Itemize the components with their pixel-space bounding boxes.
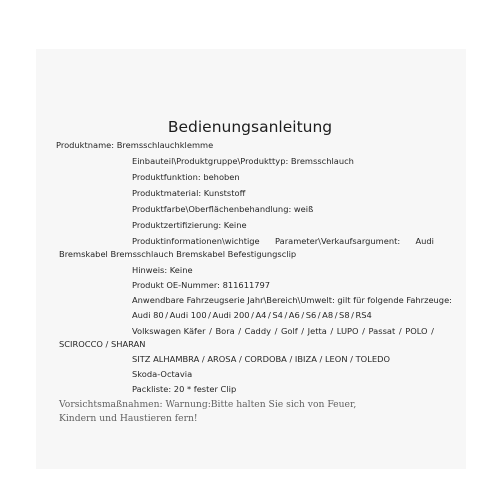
audi-models-line [132,310,372,321]
model-text: / [238,326,242,336]
model-text: POLO [405,326,428,336]
model-text: Caddy [244,326,271,336]
model-text: Passat [368,326,396,336]
applicable-vehicles-line: Anwendbare Fahrzeugserie Jahr\Bereich\Umwelt: gilt für folgende Fahrzeuge: [132,295,452,305]
model-text: / [209,326,212,336]
model-text: / [351,310,354,320]
model-text: / [362,326,365,336]
model-text: Audi 80 [132,310,164,320]
vw-models-line [132,326,434,337]
model-text: A6 [288,310,300,320]
model-text: / [301,326,305,336]
model-text: S4 [272,310,283,320]
document-title: Bedienungsanleitung [167,118,333,136]
oe-number-line: Produkt OE-Nummer: 811611797 [132,280,271,290]
model-text: / [317,310,321,320]
product-color-line: Produktfarbe\Oberflächenbehandlung: weiß [132,204,314,214]
seat-models-line: SITZ ALHAMBRA / AROSA / CORDOBA / IBIZA / LEON / TOLEDO [132,354,390,364]
model-text: / [330,326,334,336]
model-text: / [301,310,305,320]
model-text: / [274,326,278,336]
model-text: Audi 200 [212,310,250,320]
product-function-line: Produktfunktion: behoben [132,172,240,182]
product-info-part: Audi [415,236,434,246]
model-text: / [251,310,254,320]
model-text: Volkswagen Käfer [132,326,206,336]
model-text: Jetta [307,326,327,336]
product-info-part: Produktinformationen\wichtige [132,236,260,246]
model-text: / [334,310,338,320]
product-info-continuation: Bremskabel Bremsschlauch Bremskabel Befestigungsclip [59,249,297,259]
model-text: Audi 100 [169,310,207,320]
product-material-line: Produktmaterial: Kunststoff [132,188,246,198]
model-text: A4 [255,310,267,320]
product-name-line: Produktname: Bremsschlauchklemme [56,140,214,150]
skoda-line: Skoda-Octavia [132,369,193,379]
model-text: RS4 [355,310,372,320]
model-text: / [398,326,402,336]
warning-text: Vorsichtsmaßnahmen: Warnung:Bitte halten Sie sich von Feuer, Kindern und Haustieren fern! [59,399,357,424]
model-text: / [165,310,169,320]
model-text: S6 [305,310,317,320]
model-text: Bora [215,326,235,336]
product-info-part: Parameter\Verkaufsargument: [275,236,401,246]
model-text: / [284,310,288,320]
model-text: / [267,310,271,320]
vw-models-continuation: SCIROCCO / SHARAN [59,339,146,349]
model-text: A8 [322,310,334,320]
packing-list-line: Packliste: 20 * fester Clip [132,384,237,394]
model-text: LUPO [336,326,359,336]
model-text: / [431,326,434,336]
hint-line: Hinweis: Keine [132,265,193,275]
product-category-line: Einbauteil\Produktgruppe\Produkttyp: Bremsschlauch [132,156,354,166]
product-info-line [132,236,434,247]
model-text: S8 [339,310,350,320]
model-text: / [208,310,211,320]
model-text: Golf [280,326,298,336]
product-certification-line: Produktzertifizierung: Keine [132,220,247,230]
